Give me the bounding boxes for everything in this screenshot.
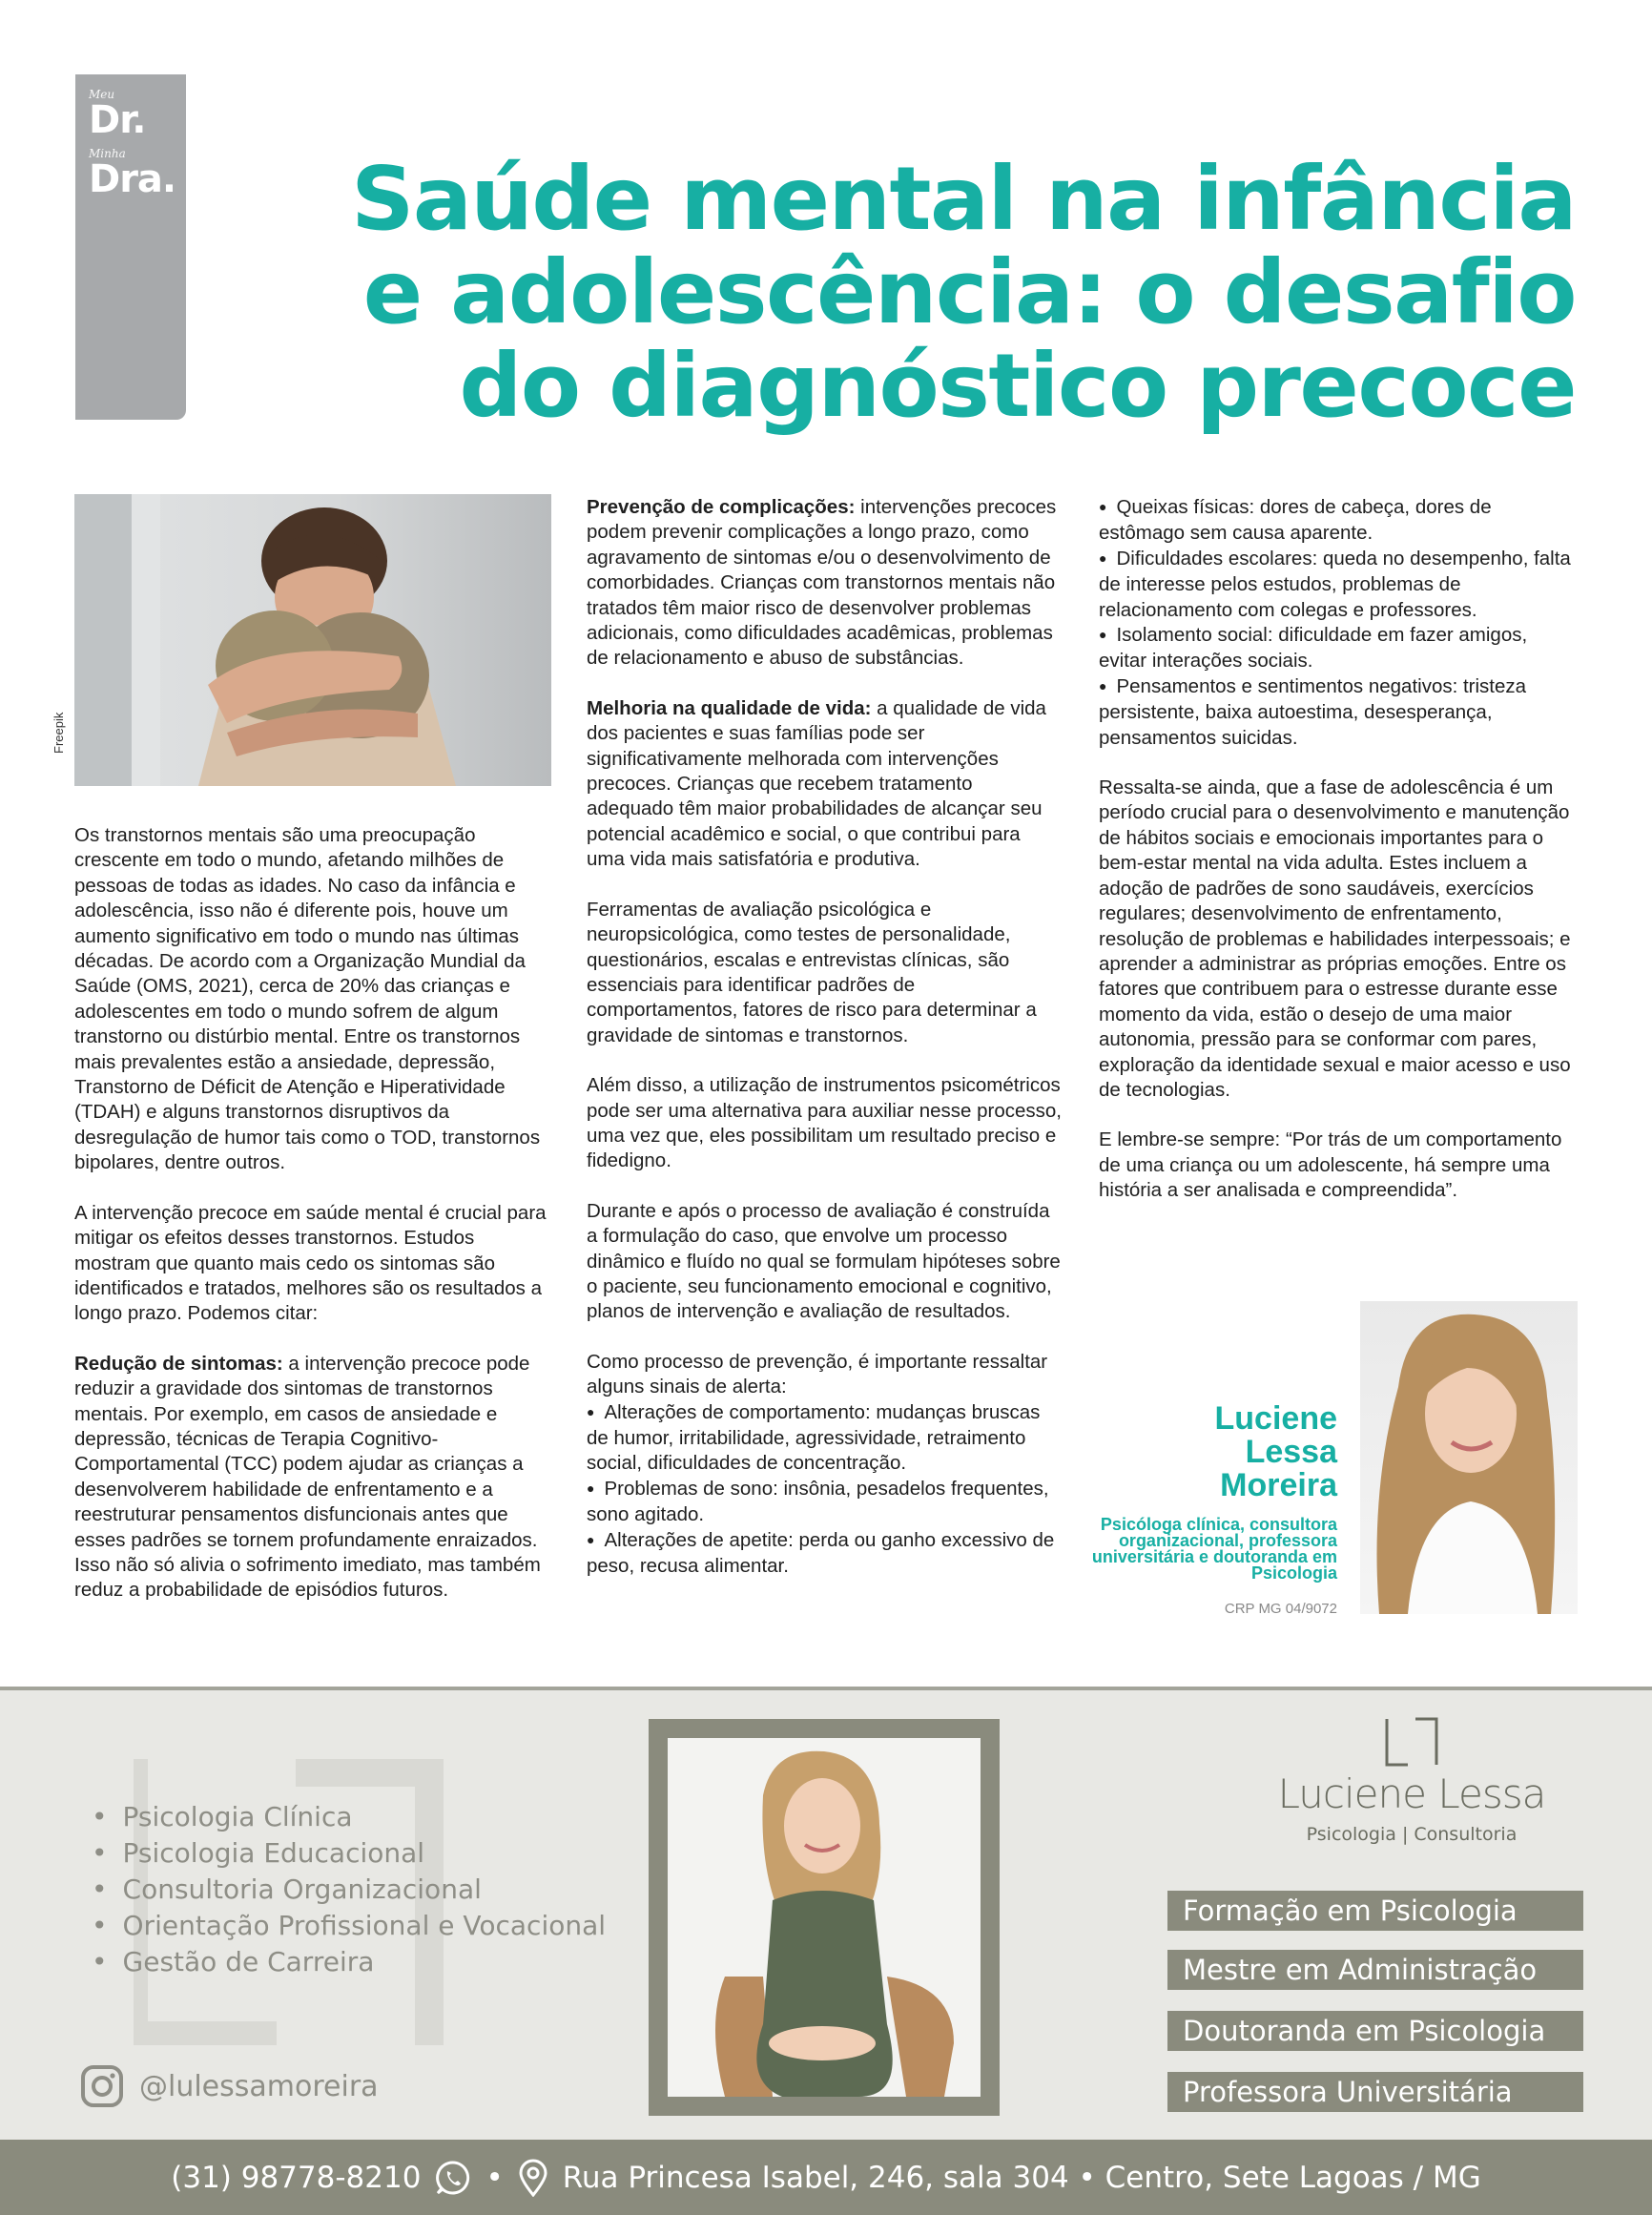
paragraph: [74, 1352, 551, 1604]
author-photo: [1360, 1301, 1578, 1614]
service-item: • Psicologia Educacional: [92, 1835, 606, 1872]
section-tag-small-1: Meu: [89, 88, 115, 101]
author-name-line: Luciene: [1214, 1400, 1337, 1437]
ad-portrait: [668, 1738, 981, 2097]
service-item: • Orientação Profissional e Vocacional: [92, 1908, 606, 1944]
paragraph-body: a intervenção precoce pode reduzir a gravidade dos sintomas de transtornos mentais. Por exemplo, em casos de ansiedade e depressão, técnicas de Terapia Cognitivo-Comportamental (TCC) podem ajudar as crianças a desenvolverem habilidade de enfrentamento e a reestruturar pensamentos disfuncionais antes que esses padrões se tornem profundamente enraizados. Isso não só alivia o sofrimento imediato, mas também reduz a probabilidade de episódios futuros.: [74, 1352, 541, 1602]
paragraph: E lembre-se sempre: “Por trás de um comportamento de uma criança ou um adolescente, há sempre uma história a ser analisada e compreendida”.: [1099, 1128, 1562, 1202]
author-crp: CRP MG 04/9072: [1224, 1601, 1337, 1617]
service-item: • Psicologia Clínica: [92, 1799, 606, 1835]
warning-sign-item: ● Alterações de comportamento: mudanças bruscas de humor, irritabilidade, agressividade, retraimento social, dificuldades de concentração.: [587, 1400, 1063, 1477]
photo-credit: Freepik: [52, 712, 66, 754]
contact-bar: [0, 2140, 1652, 2215]
section-tag-small-2: Minha: [89, 147, 126, 160]
service-item: • Gestão de Carreira: [92, 1944, 606, 1980]
paragraph: Ferramentas de avaliação psicológica e neuropsicológica, como testes de personalidade, questionários, escalas e entrevistas clínicas, são essenciais para identificar padrões de comportamentos, fatores de risco para determinar a gravidade de sintomas e transtornos.: [587, 898, 1037, 1046]
author-name: [1087, 1402, 1337, 1502]
author-portrait: [1360, 1301, 1578, 1614]
article-column-1: [74, 823, 551, 1628]
ad-photo-frame: [649, 1719, 1000, 2116]
author-name-line: Moreira: [1220, 1467, 1337, 1503]
section-tag: [75, 74, 186, 420]
boy-illustration: [74, 494, 551, 786]
separator-dot: •: [485, 2160, 504, 2195]
paragraph: Os transtornos mentais são uma preocupação crescente em todo o mundo, afetando milhões de pessoas de todas as idades. No caso da infância e adolescência, isso não é diferente pois, houve um aumento significativo em todo o mundo nas últimas décadas. De acordo com a Organização Mundial da Saúde (OMS, 2021), cerca de 20% das crianças e adolescentes em todo o mundo sofrem de algum transtorno ou distúrbio mental. Entre os transtornos mais prevalentes estão a ansiedade, depressão, Transtorno de Déficit de Atenção e Hiperatividade (TDAH) e alguns transtornos disruptivos da desregulação de humor tais como o TOD, transtornos bipolares, dentre outros.: [74, 824, 541, 1174]
brand-subtitle: Psicologia | Consultoria: [1306, 1824, 1518, 1845]
service-item: • Consultoria Organizacional: [92, 1872, 606, 1908]
boy-photo: [74, 494, 551, 786]
paragraph: A intervenção precoce em saúde mental é crucial para mitigar os efeitos desses transtornos. Estudos mostram que quanto mais cedo os sintomas são identificados e tratados, melhores são os resultados a longo prazo. Podemos citar:: [74, 1201, 547, 1325]
paragraph-body: intervenções precoces podem prevenir complicações a longo prazo, como agravamento de sintomas e/ou o desenvolvimento de comorbidades. Crianças com transtornos mentais não tratados têm maior risco de desenvolver problemas adicionais, como dificuldades acadêmicas, problemas de relacionamento e abuso de substâncias.: [587, 496, 1057, 670]
author-name-line: Lessa: [1245, 1434, 1337, 1470]
paragraph-body: a qualidade de vida dos pacientes e suas famílias pode ser significativamente melhorada com intervenções precoces. Crianças que recebem tratamento adequado têm maior probabilidades de alcançar seu potencial acadêmico e social, o que contribui para uma vida mais satisfatória e produtiva.: [587, 696, 1046, 871]
instagram-handle[interactable]: [80, 2064, 379, 2108]
services-list: [92, 1799, 606, 1980]
paragraph: [587, 696, 1063, 873]
phone-number[interactable]: (31) 98778-8210: [171, 2160, 422, 2195]
warning-sign-item: ● Alterações de apetite: perda ou ganho excessivo de peso, recusa alimentar.: [587, 1528, 1063, 1580]
warning-sign-item: ● Queixas físicas: dores de cabeça, dores de estômago sem causa aparente.: [1099, 495, 1576, 547]
article-column-2: [587, 495, 1063, 1579]
warning-sign-item: ● Dificuldades escolares: queda no desempenho, falta de interesse pelos estudos, problemas de relacionamento com colegas e professores.: [1099, 547, 1576, 623]
paragraph-heading: Melhoria na qualidade de vida:: [587, 696, 872, 719]
author-role: Psicóloga clínica, consultora organizacional, professora universitária e doutoranda em Psicologia: [1091, 1515, 1337, 1583]
article-title: Saúde mental na infância e adolescência: o desafio do diagnóstico precoce: [351, 148, 1576, 437]
brand-logo-icon: [1383, 1715, 1440, 1769]
paragraph: Além disso, a utilização de instrumentos psicométricos pode ser uma alternativa para auxiliar nesse processo, uma vez que, eles possibilitam um resultado preciso e fidedigno.: [587, 1074, 1062, 1172]
article-column-3: [1099, 495, 1576, 1229]
whatsapp-icon[interactable]: [434, 2159, 472, 2197]
paragraph: Ressalta-se ainda, que a fase de adolescência é um período crucial para o desenvolvimento e manutenção de hábitos sociais e emocionais importantes para o bem-estar mental na vida adulta. Estes incluem a adoção de padrões de sono saudáveis, exercícios regulares; desenvolvimento de enfrentamento, resolução de problemas e habilidades interpessoais; e aprender a administrar as próprias emoções. Entre os fatores que contribuem para o estresse durante esse momento da vida, estão o desejo de uma maior autonomia, pressão para se conformar com pares, exploração da identidade sexual e maior acesso e uso de tecnologias.: [1099, 776, 1571, 1101]
brand-name: Luciene Lessa: [1277, 1770, 1546, 1817]
address: Rua Princesa Isabel, 246, sala 304 • Centro, Sete Lagoas / MG: [562, 2160, 1481, 2195]
ad-photo: [668, 1738, 981, 2097]
credential-badge: Mestre em Administração: [1167, 1950, 1583, 1990]
section-tag-dr: Dr.: [89, 98, 146, 142]
credential-badge: Doutoranda em Psicologia: [1167, 2011, 1583, 2051]
paragraph-heading: Prevenção de complicações:: [587, 496, 856, 518]
paragraph-heading: Redução de sintomas:: [74, 1352, 283, 1375]
credential-badge: Formação em Psicologia: [1167, 1891, 1583, 1931]
paragraph: Durante e após o processo de avaliação é construída a formulação do caso, que envolve um processo dinâmico e fluído no qual se formulam hipóteses sobre o paciente, seu funcionamento emocional e cognitivo, planos de intervenção e avaliação de resultados.: [587, 1199, 1061, 1323]
section-tag-dra: Dra.: [89, 157, 176, 201]
location-pin-icon: [517, 2159, 549, 2197]
warning-sign-item: ● Isolamento social: dificuldade em fazer amigos, evitar interações sociais.: [1099, 623, 1576, 674]
paragraph: Como processo de prevenção, é importante ressaltar alguns sinais de alerta:: [587, 1350, 1048, 1398]
warning-sign-item: ● Problemas de sono: insônia, pesadelos frequentes, sono agitado.: [587, 1477, 1063, 1528]
credential-badge: Professora Universitária: [1167, 2072, 1583, 2112]
advertisement: [0, 1687, 1652, 2140]
warning-sign-item: ● Pensamentos e sentimentos negativos: tristeza persistente, baixa autoestima, desesperança, pensamentos suicidas.: [1099, 674, 1576, 751]
instagram-label: @lulessamoreira: [139, 2069, 379, 2103]
paragraph: [587, 495, 1063, 672]
instagram-icon: [80, 2064, 124, 2108]
